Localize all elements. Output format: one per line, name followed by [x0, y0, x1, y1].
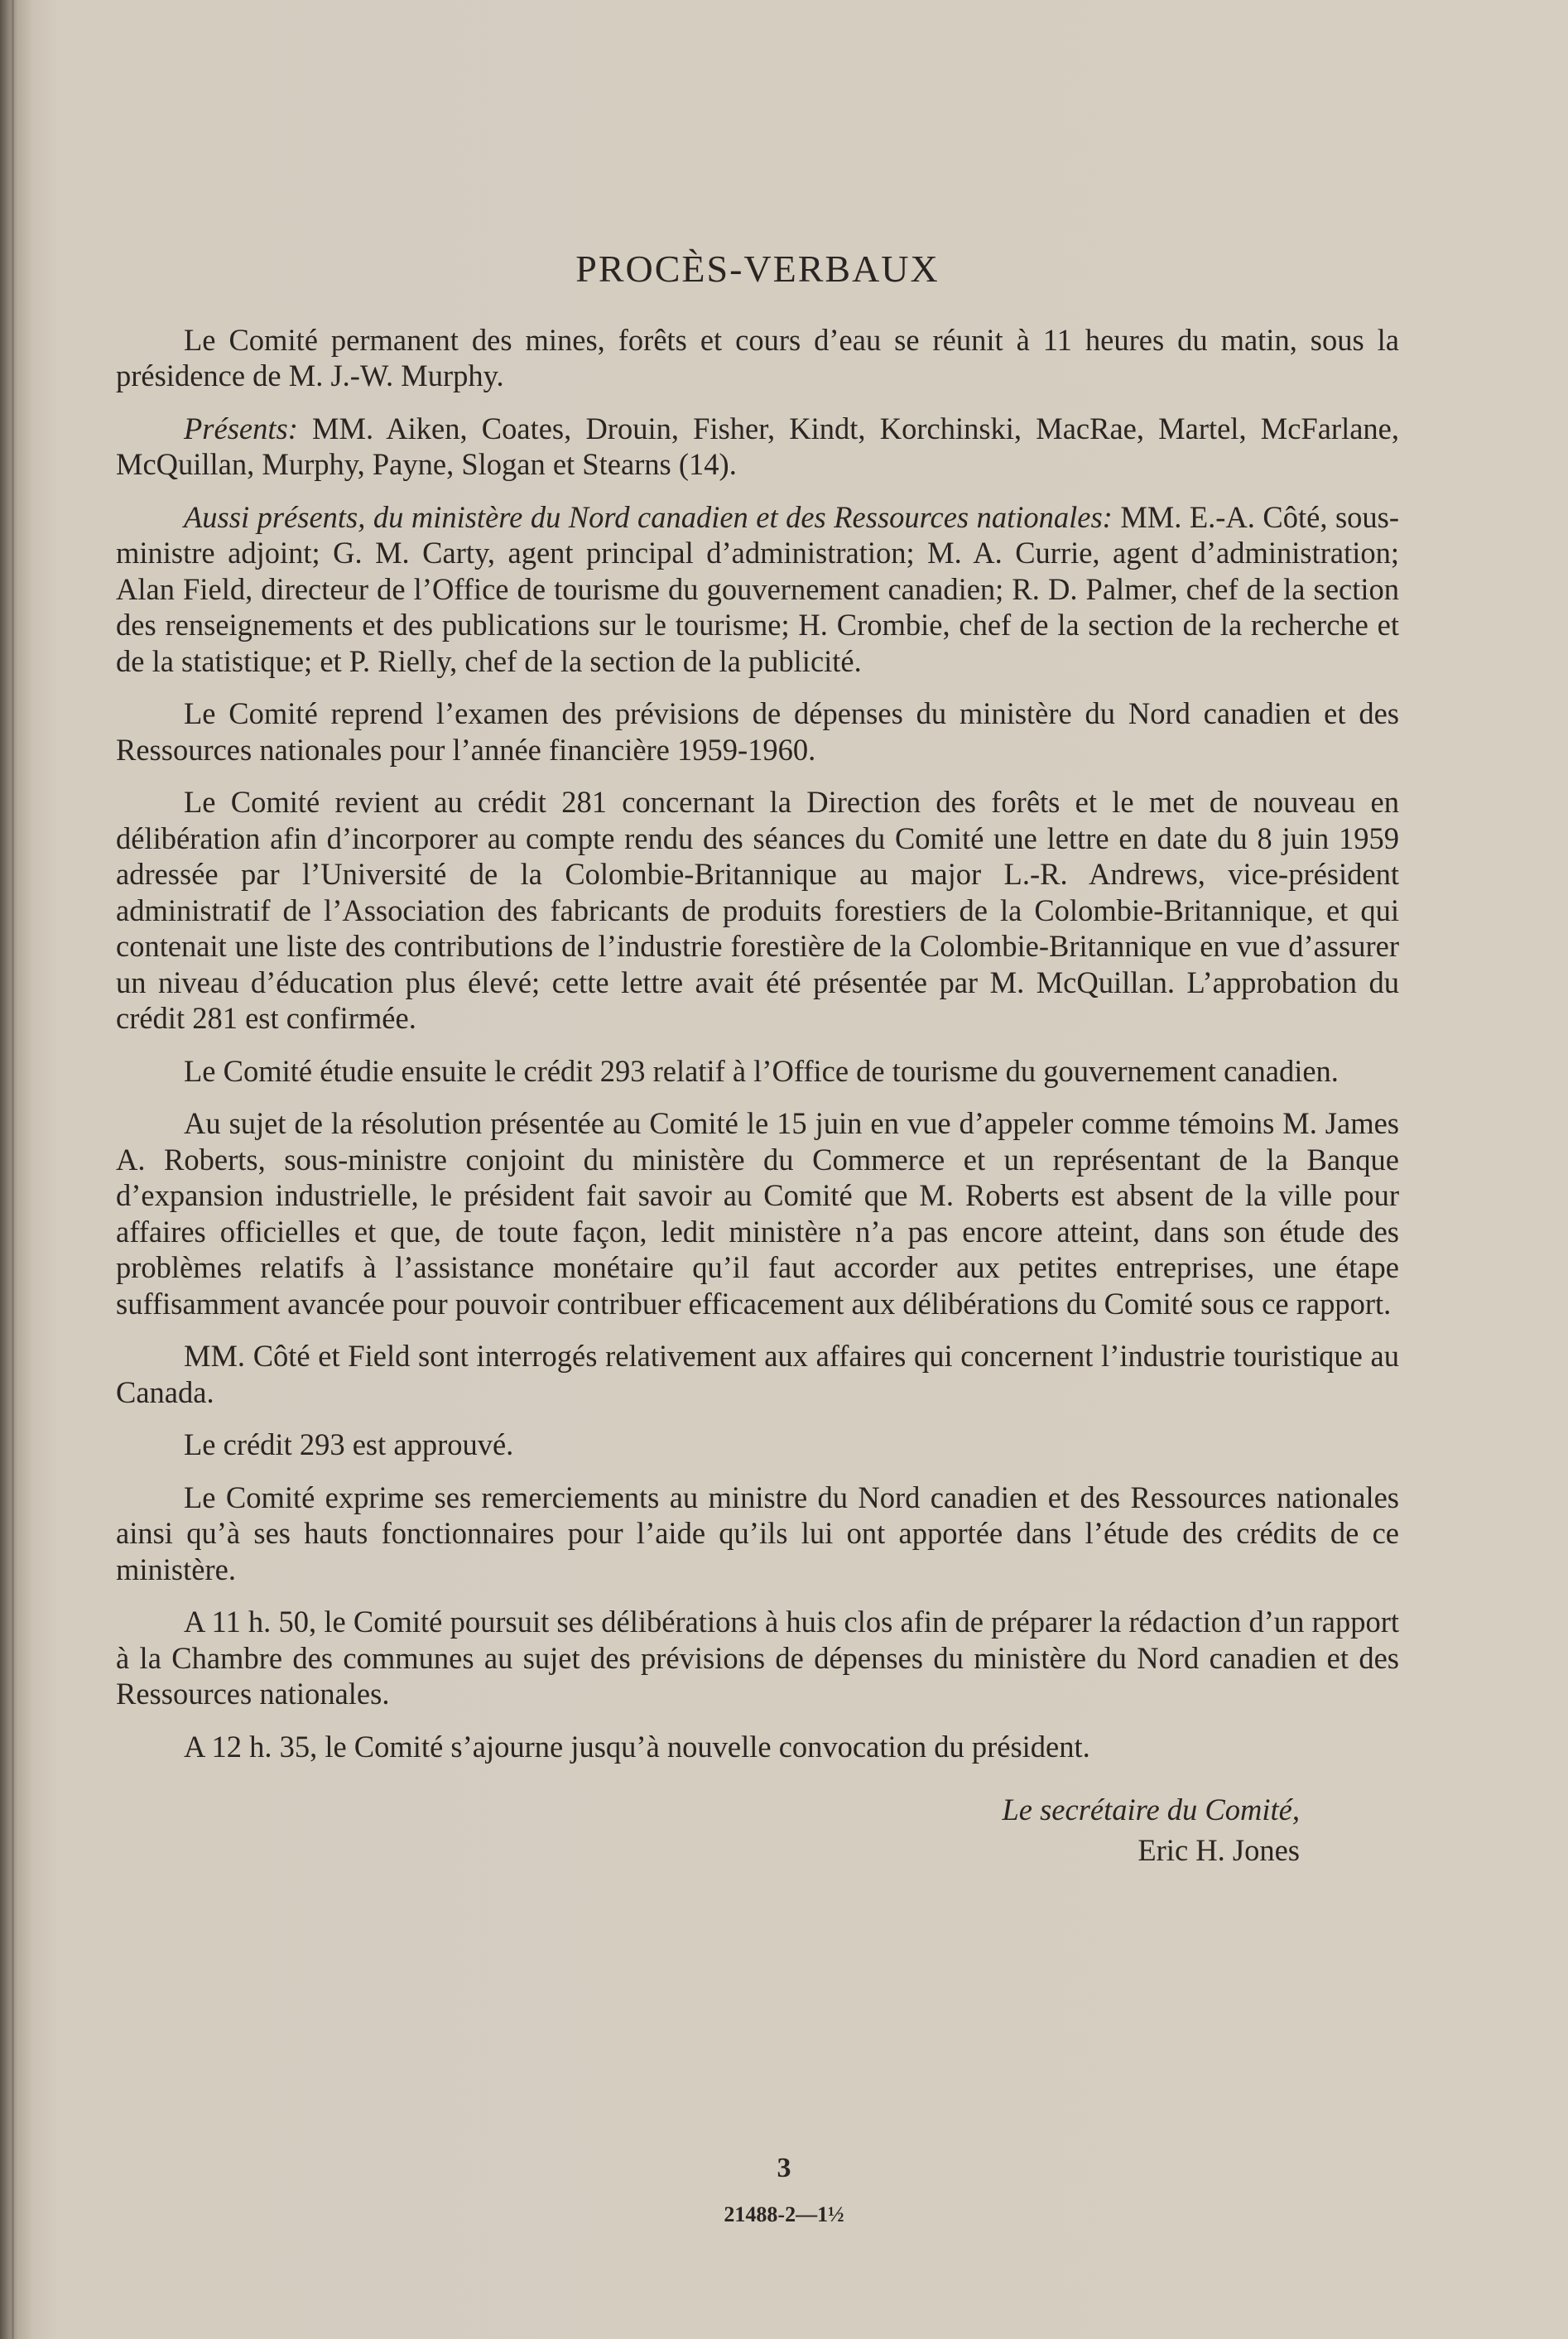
document-body	[116, 248, 1399, 1870]
paragraph-approval	[116, 1427, 1399, 1463]
paragraph-resolution	[116, 1105, 1399, 1321]
signature-role: Le secrétaire du Comité,	[1002, 1793, 1300, 1827]
paragraph-thanks	[116, 1480, 1399, 1588]
signature-block	[116, 1789, 1399, 1870]
paragraph-text: Le Comité reprend l’examen des prévisions de dépenses du ministère du Nord canadien et des Ressources nationales pour l’année financière 1959-1960.	[116, 696, 1399, 767]
paragraph-lead: Présents:	[184, 411, 298, 445]
paragraph-text: Le Comité étudie ensuite le crédit 293 relatif à l’Office de tourisme du gouvernement canadien.	[184, 1053, 1339, 1088]
paragraph-text: Au sujet de la résolution présentée au Comité le 15 juin en vue d’appeler comme témoins M. James A. Roberts, sous-ministre conjoint du ministère du Commerce et un représentant de la Banque d’expansion industrielle, le président fait savoir au Comité que M. Roberts est absent de la ville pour affaires officielles et que, de toute façon, ledit ministère n’a pas encore atteint, dans son étude des problèmes relatifs à l’assistance monétaire qu’il faut accorder aux petites entreprises, une étape suffisamment avancée pour pouvoir contribuer efficacement aux délibérations du Comité sous ce rapport.	[116, 1106, 1399, 1321]
paragraph-text: A 12 h. 35, le Comité s’ajourne jusqu’à nouvelle convocation du président.	[184, 1729, 1090, 1764]
paragraph-text: MM. Côté et Field sont interrogés relativement aux affaires qui concernent l’industrie touristique au Canada.	[116, 1339, 1399, 1409]
paragraph-credit-281	[116, 784, 1399, 1037]
paragraph-credit-293	[116, 1053, 1399, 1090]
paragraph-text: MM. Aiken, Coates, Drouin, Fisher, Kindt, Korchinski, MacRae, Martel, McFarlane, McQuillan, Murphy, Payne, Slogan et Stearns (14).	[116, 411, 1399, 482]
paragraph-questioning	[116, 1338, 1399, 1410]
paragraph-adjournment	[116, 1729, 1399, 1765]
paragraph-text: A 11 h. 50, le Comité poursuit ses délibérations à huis clos afin de préparer la rédaction d’un rapport à la Chambre des communes au sujet des prévisions de dépenses du ministère du Nord canadien et des Ressources nationales.	[116, 1605, 1399, 1711]
paragraph-members-present	[116, 411, 1399, 483]
page-title: PROCÈS-VERBAUX	[575, 248, 940, 290]
paragraph-officials-present	[116, 499, 1399, 680]
paragraph-opening	[116, 322, 1399, 394]
paragraph-text: Le crédit 293 est approuvé.	[184, 1427, 514, 1462]
binding-edge	[12, 0, 14, 2339]
page-number: 3	[777, 2153, 791, 2183]
paragraph-estimates	[116, 695, 1399, 768]
paragraph-text: Le Comité revient au crédit 281 concernant la Direction des forêts et le met de nouveau en délibération afin d’incorporer au compte rendu des séances du Comité une lettre en date du 8 juin 1959 adressée par l’Université de la Colombie-Britannique au major L.-R. Andrews, vice-président administratif de l’Association des fabricants de produits forestiers de la Colombie-Britannique, et qui contenait une liste des contributions de l’industrie forestière de la Colombie-Britannique en vue d’assurer un niveau d’éducation plus élevé; cette lettre avait été présentée par M. McQuillan. L’approbation du crédit 281 est confirmée.	[116, 785, 1399, 1036]
signature-name: Eric H. Jones	[1138, 1833, 1300, 1868]
paragraph-text: MM. E.-A. Côté, sous-ministre adjoint; G. M. Carty, agent principal d’administration; M. A. Currie, agent d’administration; Alan Field, directeur de l’Office de tourisme du gouvernement canadien; R. D. Palmer, chef de la section des renseignements et des publications sur le tourisme; H. Crombie, chef de la section de la recherche et de la statistique; et P. Rielly, chef de la section de la publicité.	[116, 499, 1400, 678]
paragraph-text: Le Comité permanent des mines, forêts et cours d’eau se réunit à 11 heures du matin, sous la présidence de M. J.-W. Murphy.	[116, 322, 1399, 393]
print-code: 21488-2—1½	[724, 2202, 844, 2226]
paragraph-in-camera	[116, 1604, 1399, 1712]
paragraph-lead: Aussi présents, du ministère du Nord canadien et des Ressources nationales:	[184, 499, 1113, 534]
paragraph-text: Le Comité exprime ses remerciements au ministre du Nord canadien et des Ressources nationales ainsi qu’à ses hauts fonctionnaires pour l’aide qu’ils lui ont apportée dans l’étude des crédits de ce ministère.	[116, 1480, 1399, 1586]
